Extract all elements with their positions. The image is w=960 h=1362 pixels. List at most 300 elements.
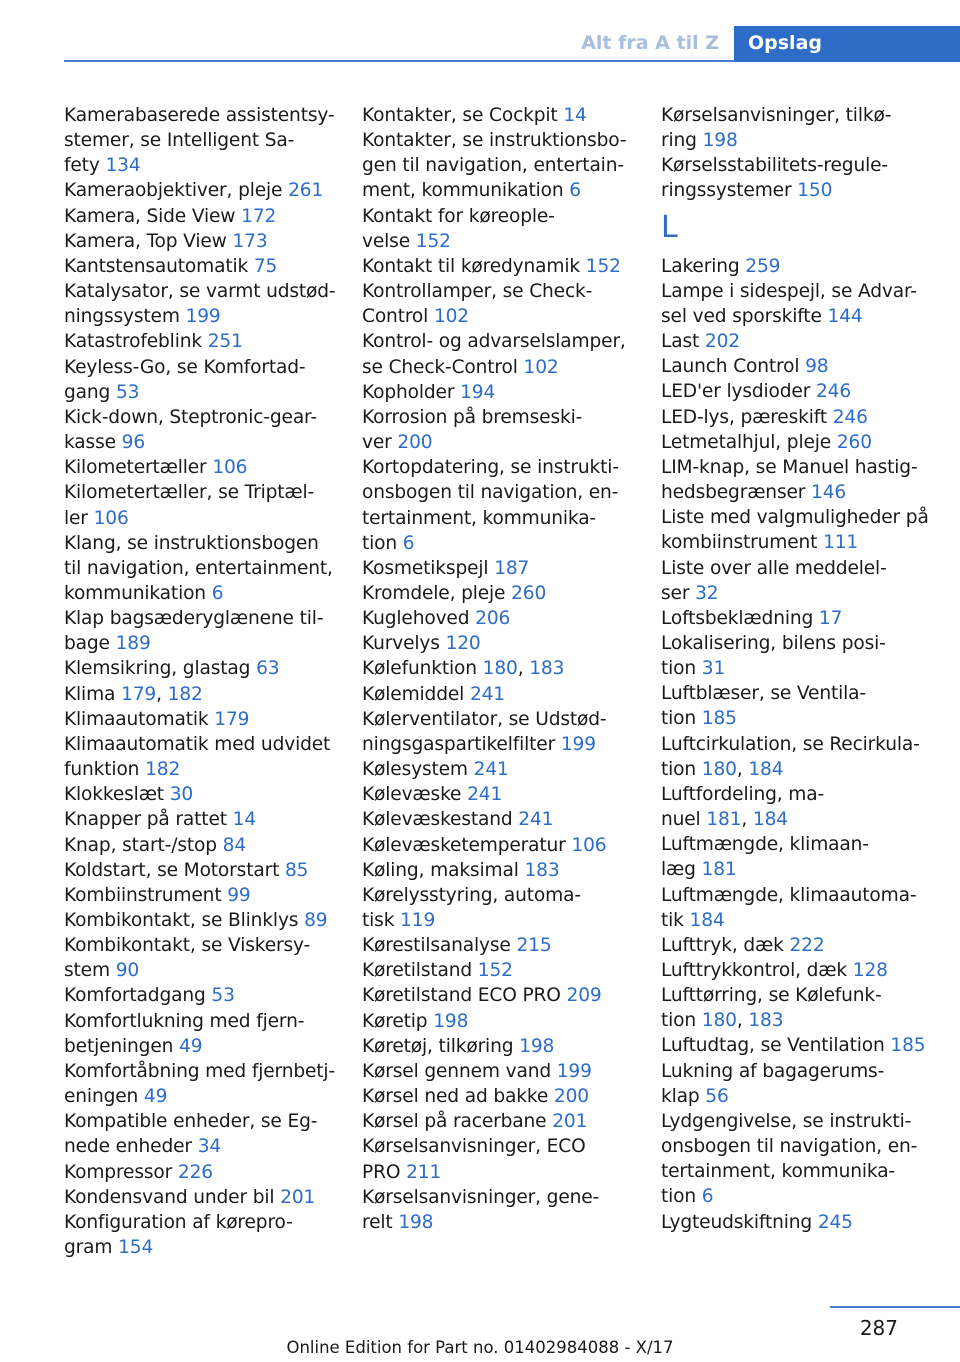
index-entry	[661, 782, 951, 832]
index-entry	[64, 1059, 344, 1109]
index-entry	[362, 254, 637, 279]
index-entry	[661, 329, 951, 354]
page-reference-link[interactable]: 84	[222, 834, 247, 856]
page-reference-link[interactable]: 146	[811, 482, 847, 504]
page-reference-link[interactable]: 198	[398, 1211, 434, 1233]
index-entry	[362, 1009, 637, 1034]
index-entry-text: klap 56	[661, 1085, 729, 1107]
index-entry-text: stem 90	[64, 960, 140, 982]
index-entry-text: Kontakter, se instruktionsbo-	[362, 130, 627, 152]
page-reference-link[interactable]: 182	[167, 683, 203, 705]
index-entry-text: Kontrollamper, se Check-	[362, 281, 593, 303]
index-entry-text: Lakering 259	[661, 255, 781, 277]
page-reference-link[interactable]: 17	[818, 607, 843, 629]
index-entry-text: Køretilstand ECO PRO 209	[362, 985, 602, 1007]
index-entry-text: nede enheder 34	[64, 1136, 222, 1158]
index-entry-text: tion 6	[661, 1186, 714, 1208]
index-entry	[661, 732, 951, 782]
index-entry-text: Køling, maksimal 183	[362, 859, 560, 881]
index-entry-text: Last 202	[661, 331, 740, 353]
index-entry-text: Control 102	[362, 306, 469, 328]
index-entry-text: stemer, se Intelligent Sa-	[64, 130, 295, 152]
index-entry-text: Kølefunktion 180, 183	[362, 658, 565, 680]
page-reference-link[interactable]: 261	[288, 180, 324, 202]
page-reference-link[interactable]: 90	[115, 960, 140, 982]
index-entry-text: Kørelysstyring, automa-	[362, 884, 581, 906]
index-entry	[661, 1109, 951, 1210]
index-entry	[362, 606, 637, 631]
index-entry	[64, 983, 344, 1008]
index-entry-text: tion 185	[661, 708, 737, 730]
page-reference-link[interactable]: 183	[529, 658, 565, 680]
index-entry-text: kommunikation 6	[64, 582, 224, 604]
page-reference-link[interactable]: 120	[445, 633, 481, 655]
index-entry	[661, 505, 951, 555]
page-reference-link[interactable]: 206	[475, 608, 511, 630]
index-entry-text: Konfiguration af kørepro-	[64, 1211, 293, 1233]
page-reference-link[interactable]: 102	[523, 356, 559, 378]
index-entry-text: Klimaautomatik med udvidet	[64, 733, 331, 755]
index-entry	[64, 782, 344, 807]
index-entry-text: Lampe i sidespejl, se Advar-	[661, 280, 917, 302]
index-entry	[661, 103, 951, 153]
index-entry-text: Kørsel gennem vand 199	[362, 1060, 592, 1082]
index-entry-text: tion 6	[362, 532, 415, 554]
index-entry-text: Kilometertæller 106	[64, 457, 248, 479]
index-entry-text: gram 154	[64, 1237, 154, 1259]
page-reference-link[interactable]: 89	[304, 910, 328, 931]
page-reference-link[interactable]: 150	[797, 180, 833, 202]
index-entry-text: Kompatible enheder, se Eg-	[64, 1111, 318, 1133]
index-entry-text: Korrosion på bremseski-	[362, 406, 583, 428]
page-reference-link[interactable]: 246	[816, 381, 852, 403]
index-entry	[661, 455, 951, 505]
index-entry-text: Katalysator, se varmt udstød-	[64, 281, 336, 303]
index-entry	[661, 883, 951, 933]
index-entry-text: Klemsikring, glastag 63	[64, 658, 280, 680]
page-reference-link[interactable]: 180	[701, 1010, 737, 1032]
page-reference-link[interactable]: 111	[823, 532, 859, 554]
page-reference-link[interactable]: 14	[563, 105, 587, 126]
index-entry-text: PRO 211	[362, 1161, 442, 1183]
index-entry	[64, 204, 344, 229]
page-reference-link[interactable]: 241	[518, 809, 554, 831]
index-entry	[362, 405, 637, 455]
index-entry	[64, 531, 344, 606]
footer-edition: Online Edition for Part no. 01402984088 - X/17	[286, 1338, 674, 1357]
index-entry-text: Lukning af bagagerums-	[661, 1060, 885, 1082]
index-entry-text: Komfortlukning med fjern-	[64, 1010, 305, 1032]
index-entry-text: LED-lys, pæreskift 246	[661, 406, 868, 428]
page-reference-link[interactable]: 199	[560, 733, 596, 755]
index-entry-text: Kørselsanvisninger, ECO	[362, 1136, 586, 1158]
index-entry-text: nuel 181, 184	[661, 809, 788, 831]
index-entry-text: Kick-down, Steptronic-gear-	[64, 406, 317, 428]
index-entry	[64, 279, 344, 329]
page-reference-link[interactable]: 53	[115, 381, 140, 403]
index-entry	[362, 103, 637, 128]
page-reference-link[interactable]: 251	[207, 331, 243, 353]
page-reference-link[interactable]: 198	[702, 130, 738, 152]
index-entry-text: Kølevæsketemperatur 106	[362, 834, 607, 856]
index-entry	[64, 807, 344, 832]
page-reference-link[interactable]: 181	[701, 859, 737, 881]
index-entry-text: fety 134	[64, 155, 141, 177]
index-entry-text: Kontakter, se Cockpit 14	[362, 105, 587, 126]
index-entry	[64, 656, 344, 681]
index-entry-text: Lydgengivelse, se instrukti-	[661, 1110, 912, 1132]
index-entry-text: Kølemiddel 241	[362, 683, 505, 705]
page-reference-link[interactable]: 179	[121, 683, 157, 705]
index-entry	[362, 782, 637, 807]
page-reference-link[interactable]: 31	[701, 658, 726, 680]
index-entry	[362, 204, 637, 254]
page-reference-link[interactable]: 200	[553, 1086, 589, 1108]
index-entry-text: relt 198	[362, 1211, 434, 1233]
page-reference-link[interactable]: 245	[817, 1211, 853, 1233]
page-reference-link[interactable]: 199	[556, 1060, 592, 1082]
index-entry-text: Komfortåbning med fjernbetj-	[64, 1060, 335, 1082]
index-entry-text: Knapper på rattet 14	[64, 809, 257, 831]
index-entry-text: Luftcirkulation, se Recirkula-	[661, 733, 920, 755]
index-entry-text: læg 181	[661, 859, 737, 881]
index-entry	[64, 606, 344, 656]
index-entry	[362, 958, 637, 983]
page-reference-link[interactable]: 201	[280, 1186, 316, 1208]
index-entry	[64, 908, 344, 933]
page-reference-link[interactable]: 106	[93, 507, 129, 529]
page-reference-link[interactable]: 49	[179, 1035, 203, 1057]
index-entry	[64, 707, 344, 732]
index-entry	[661, 556, 951, 606]
page-reference-link[interactable]: 75	[253, 255, 278, 277]
page-reference-link[interactable]: 246	[832, 406, 868, 428]
page-reference-link[interactable]: 144	[827, 305, 863, 327]
index-entry	[64, 933, 344, 983]
page-reference-link[interactable]: 32	[695, 582, 719, 604]
index-entry	[661, 631, 951, 681]
page-reference-link[interactable]: 184	[748, 758, 784, 780]
page-reference-link[interactable]: 85	[284, 859, 309, 881]
page-reference-link[interactable]: 119	[400, 910, 436, 931]
index-entry	[661, 279, 951, 329]
index-entry-text: Lygteudskiftning 245	[661, 1211, 853, 1233]
index-entry-text: Kølevæske 241	[362, 784, 503, 806]
index-entry-text: Kortopdatering, se instrukti-	[362, 457, 619, 479]
index-entry	[64, 858, 344, 883]
index-entry-text: ringssystemer 150	[661, 180, 833, 202]
page-reference-link[interactable]: 241	[473, 759, 509, 781]
page-reference-link[interactable]: 53	[211, 985, 235, 1007]
index-entry-text: ver 200	[362, 432, 433, 454]
page-reference-link[interactable]: 154	[118, 1237, 154, 1259]
footer-rule	[830, 1306, 960, 1308]
index-entry	[661, 153, 951, 203]
index-entry-text: se Check-Control 102	[362, 356, 559, 378]
index-entry	[64, 480, 344, 530]
index-entry-text: Kameraobjektiver, pleje 261	[64, 180, 324, 202]
index-entry-text: Kørselsanvisninger, gene-	[362, 1186, 600, 1208]
index-entry-text: Kurvelys 120	[362, 633, 481, 655]
index-entry-text: Lufttrykkontrol, dæk 128	[661, 960, 888, 981]
index-entry	[64, 455, 344, 480]
page-reference-link[interactable]: 14	[232, 809, 257, 831]
index-entry	[661, 681, 951, 731]
index-entry-text: Køretip 198	[362, 1010, 469, 1032]
index-entry	[362, 933, 637, 958]
index-entry-text: Luftmængde, klimaautoma-	[661, 884, 917, 906]
index-entry-text: tertainment, kommunika-	[661, 1161, 895, 1183]
page-reference-link[interactable]: 99	[227, 884, 251, 906]
index-entry	[661, 354, 951, 379]
index-entry-text: hedsbegrænser 146	[661, 482, 847, 504]
index-entry-text: Klimaautomatik 179	[64, 708, 250, 730]
index-entry	[661, 379, 951, 404]
page-reference-link[interactable]: 63	[256, 658, 280, 680]
index-entry-text: Luftudtag, se Ventilation 185	[661, 1035, 926, 1057]
index-entry-text: Kombiinstrument 99	[64, 884, 251, 906]
page-reference-link[interactable]: 56	[705, 1085, 729, 1107]
index-entry-text: Lufttørring, se Kølefunk-	[661, 985, 882, 1007]
index-entry-text: Kørsel ned ad bakke 200	[362, 1086, 589, 1108]
page-reference-link[interactable]: 201	[552, 1111, 588, 1133]
header-tab: Opslag	[734, 26, 960, 62]
index-entry	[362, 807, 637, 832]
index-entry-text: Kørsel på racerbane 201	[362, 1111, 588, 1133]
index-entry	[64, 229, 344, 254]
index-entry-text: tik 184	[661, 909, 725, 931]
page-reference-link[interactable]: 211	[406, 1161, 442, 1183]
index-entry-text: Kontakt for køreople-	[362, 205, 555, 227]
page-reference-link[interactable]: 96	[121, 432, 146, 454]
page-reference-link[interactable]: 180	[482, 658, 518, 680]
page-reference-link[interactable]: 241	[469, 683, 505, 705]
page-reference-link[interactable]: 185	[890, 1035, 926, 1057]
index-entry-text: kasse 96	[64, 432, 146, 454]
page-reference-link[interactable]: 259	[745, 255, 781, 277]
page-reference-link[interactable]: 183	[748, 1010, 784, 1032]
index-entry-text: Komfortadgang 53	[64, 985, 235, 1007]
index-entry-text: betjeningen 49	[64, 1035, 203, 1057]
index-entry	[64, 883, 344, 908]
index-entry	[362, 1134, 637, 1184]
index-entry-text: Lufttryk, dæk 222	[661, 934, 825, 956]
index-entry	[64, 103, 344, 178]
index-entry	[362, 380, 637, 405]
page-reference-link[interactable]: 98	[805, 356, 829, 378]
index-entry	[362, 883, 637, 933]
index-entry-text: Kølesystem 241	[362, 759, 509, 781]
page-reference-link[interactable]: 128	[852, 960, 888, 981]
page-reference-link[interactable]: 215	[516, 935, 552, 957]
index-entry-text: Kontrol- og advarselslamper,	[362, 331, 626, 353]
page-reference-link[interactable]: 152	[585, 255, 621, 277]
page-reference-link[interactable]: 180	[701, 758, 737, 780]
header-section-title: Alt fra A til Z	[581, 32, 719, 54]
index-entry	[362, 983, 637, 1008]
page-reference-link[interactable]: 198	[519, 1035, 555, 1057]
index-entry-text: tertainment, kommunika-	[362, 507, 596, 529]
index-entry-text: ningssystem 199	[64, 306, 221, 328]
index-entry-text: bage 189	[64, 633, 151, 655]
index-entry-text: Klang, se instruktionsbogen	[64, 532, 319, 554]
page-reference-link[interactable]: 134	[105, 155, 141, 177]
index-entry-text: Launch Control 98	[661, 356, 829, 378]
index-entry-text: Kompressor 226	[64, 1161, 213, 1183]
index-entry-text: Klap bagsæderyglænene til-	[64, 608, 324, 630]
page-reference-link[interactable]: 34	[197, 1136, 222, 1158]
page-reference-link[interactable]: 102	[433, 306, 469, 328]
index-entry	[661, 983, 951, 1033]
index-entry	[362, 128, 637, 203]
index-entry-text: Kørselsstabilitets-regule-	[661, 155, 888, 177]
index-entry-text: kombiinstrument 111	[661, 532, 859, 554]
page-reference-link[interactable]: 49	[143, 1086, 168, 1108]
index-entry	[362, 631, 637, 656]
index-entry-text: ningsgaspartikelfilter 199	[362, 733, 596, 755]
index-entry	[64, 1210, 344, 1260]
index-entry-text: LIM-knap, se Manuel hastig-	[661, 456, 918, 478]
index-entry	[362, 757, 637, 782]
index-entry	[661, 958, 951, 983]
index-entry	[64, 1109, 344, 1159]
index-entry	[64, 405, 344, 455]
index-entry-text: Kosmetikspejl 187	[362, 557, 530, 579]
index-entry	[362, 581, 637, 606]
index-entry-text: Keyless-Go, se Komfortad-	[64, 356, 306, 378]
index-entry-text: Knap, start-/stop 84	[64, 834, 247, 856]
index-entry	[362, 707, 637, 757]
index-entry-text: Køretøj, tilkøring 198	[362, 1035, 555, 1057]
index-entry-text: Kamera, Side View 172	[64, 205, 277, 227]
index-entry	[64, 355, 344, 405]
index-entry	[362, 556, 637, 581]
page-reference-link[interactable]: 152	[477, 960, 513, 982]
index-entry	[64, 254, 344, 279]
index-entry-text: gen til navigation, entertain-	[362, 155, 624, 177]
index-entry	[64, 178, 344, 203]
page-reference-link[interactable]: 183	[524, 859, 560, 881]
index-entry-text: Kombikontakt, se Viskersy-	[64, 935, 311, 957]
index-entry	[661, 405, 951, 430]
index-entry-text: Kombikontakt, se Blinklys 89	[64, 910, 328, 931]
page-reference-link[interactable]: 184	[752, 809, 788, 831]
page-reference-link[interactable]: 187	[494, 557, 530, 579]
index-column-2	[362, 103, 637, 1235]
index-entry-text: Katastrofeblink 251	[64, 331, 243, 353]
index-entry-text: Koldstart, se Motorstart 85	[64, 859, 309, 881]
page-reference-link[interactable]: 198	[433, 1010, 469, 1032]
index-entry-text: tion 180, 183	[661, 1010, 784, 1032]
index-entry	[64, 1160, 344, 1185]
page-reference-link[interactable]: 172	[241, 205, 277, 227]
page-reference-link[interactable]: 6	[569, 180, 581, 202]
page-number: 287	[859, 1316, 898, 1340]
index-entry-text: funktion 182	[64, 759, 181, 781]
index-entry-text: Klokkeslæt 30	[64, 784, 194, 806]
index-entry	[362, 1084, 637, 1109]
index-entry	[362, 329, 637, 379]
index-entry-text: onsbogen til navigation, en-	[362, 482, 619, 504]
index-entry-text: gang 53	[64, 381, 140, 403]
index-entry-text: Køretilstand 152	[362, 960, 513, 982]
index-entry	[661, 933, 951, 958]
index-entry	[362, 1109, 637, 1134]
index-entry	[661, 254, 951, 279]
page-reference-link[interactable]: 173	[232, 230, 268, 252]
index-entry-text: Kilometertæller, se Triptæl-	[64, 482, 315, 504]
index-entry-text: Letmetalhjul, pleje 260	[661, 431, 872, 453]
index-entry	[362, 656, 637, 681]
page-reference-link[interactable]: 6	[211, 582, 224, 604]
index-entry	[64, 1185, 344, 1210]
index-entry-text: Kølerventilator, se Udstød-	[362, 708, 607, 730]
index-entry	[661, 430, 951, 455]
index-entry-text: Loftsbeklædning 17	[661, 607, 843, 629]
index-entry	[362, 279, 637, 329]
index-entry	[362, 455, 637, 556]
page-reference-link[interactable]: 106	[571, 834, 607, 856]
page-reference-link[interactable]: 189	[115, 633, 151, 655]
page-reference-link[interactable]: 209	[566, 985, 602, 1007]
index-entry-text: ment, kommunikation 6	[362, 180, 581, 202]
page-reference-link[interactable]: 185	[701, 708, 737, 730]
index-letter-heading: L	[661, 209, 678, 245]
page-reference-link[interactable]: 226	[177, 1161, 213, 1183]
page-reference-link[interactable]: 179	[214, 708, 250, 730]
page-reference-link[interactable]: 184	[689, 909, 725, 931]
page-reference-link[interactable]: 30	[169, 784, 194, 806]
index-entry-text: Kølevæskestand 241	[362, 809, 554, 831]
page-reference-link[interactable]: 200	[397, 432, 433, 454]
page-reference-link[interactable]: 222	[789, 934, 825, 956]
page-reference-link[interactable]: 106	[212, 457, 248, 479]
page-reference-link[interactable]: 182	[145, 759, 181, 781]
index-entry	[362, 833, 637, 858]
index-entry-text: ler 106	[64, 507, 129, 529]
page-reference-link[interactable]: 241	[467, 784, 503, 806]
page-reference-link[interactable]: 260	[836, 431, 872, 453]
index-entry-text: Kamera, Top View 173	[64, 230, 268, 252]
page-reference-link[interactable]: 202	[704, 331, 740, 353]
index-entry-text: ser 32	[661, 582, 719, 604]
page-reference-link[interactable]: 152	[415, 230, 451, 252]
index-entry-text: Luftfordeling, ma-	[661, 783, 825, 805]
index-entry-text: Kopholder 194	[362, 381, 496, 403]
page-reference-link[interactable]: 199	[185, 306, 221, 328]
index-entry-text: Klima 179, 182	[64, 683, 203, 705]
page-reference-link[interactable]: 181	[706, 809, 742, 831]
index-entry-text: Liste over alle meddelel-	[661, 557, 887, 579]
index-entry	[661, 1210, 951, 1235]
page-reference-link[interactable]: 6	[402, 532, 415, 554]
index-entry-text: Kondensvand under bil 201	[64, 1186, 316, 1208]
index-entry	[661, 1033, 951, 1058]
index-entry-text: onsbogen til navigation, en-	[661, 1136, 918, 1158]
index-column-1	[64, 103, 344, 1260]
index-column-3	[661, 103, 951, 1235]
index-entry-text: Kørselsanvisninger, tilkø-	[661, 105, 892, 126]
page-reference-link[interactable]: 260	[511, 582, 547, 604]
page-reference-link[interactable]: 194	[460, 381, 496, 403]
page-reference-link[interactable]: 6	[701, 1186, 714, 1208]
index-entry	[661, 606, 951, 631]
index-entry-text: Kontakt til køredynamik 152	[362, 255, 621, 277]
index-entry	[64, 833, 344, 858]
index-entry	[362, 1059, 637, 1084]
index-entry	[661, 832, 951, 882]
index-entry-text: Kromdele, pleje 260	[362, 582, 547, 604]
